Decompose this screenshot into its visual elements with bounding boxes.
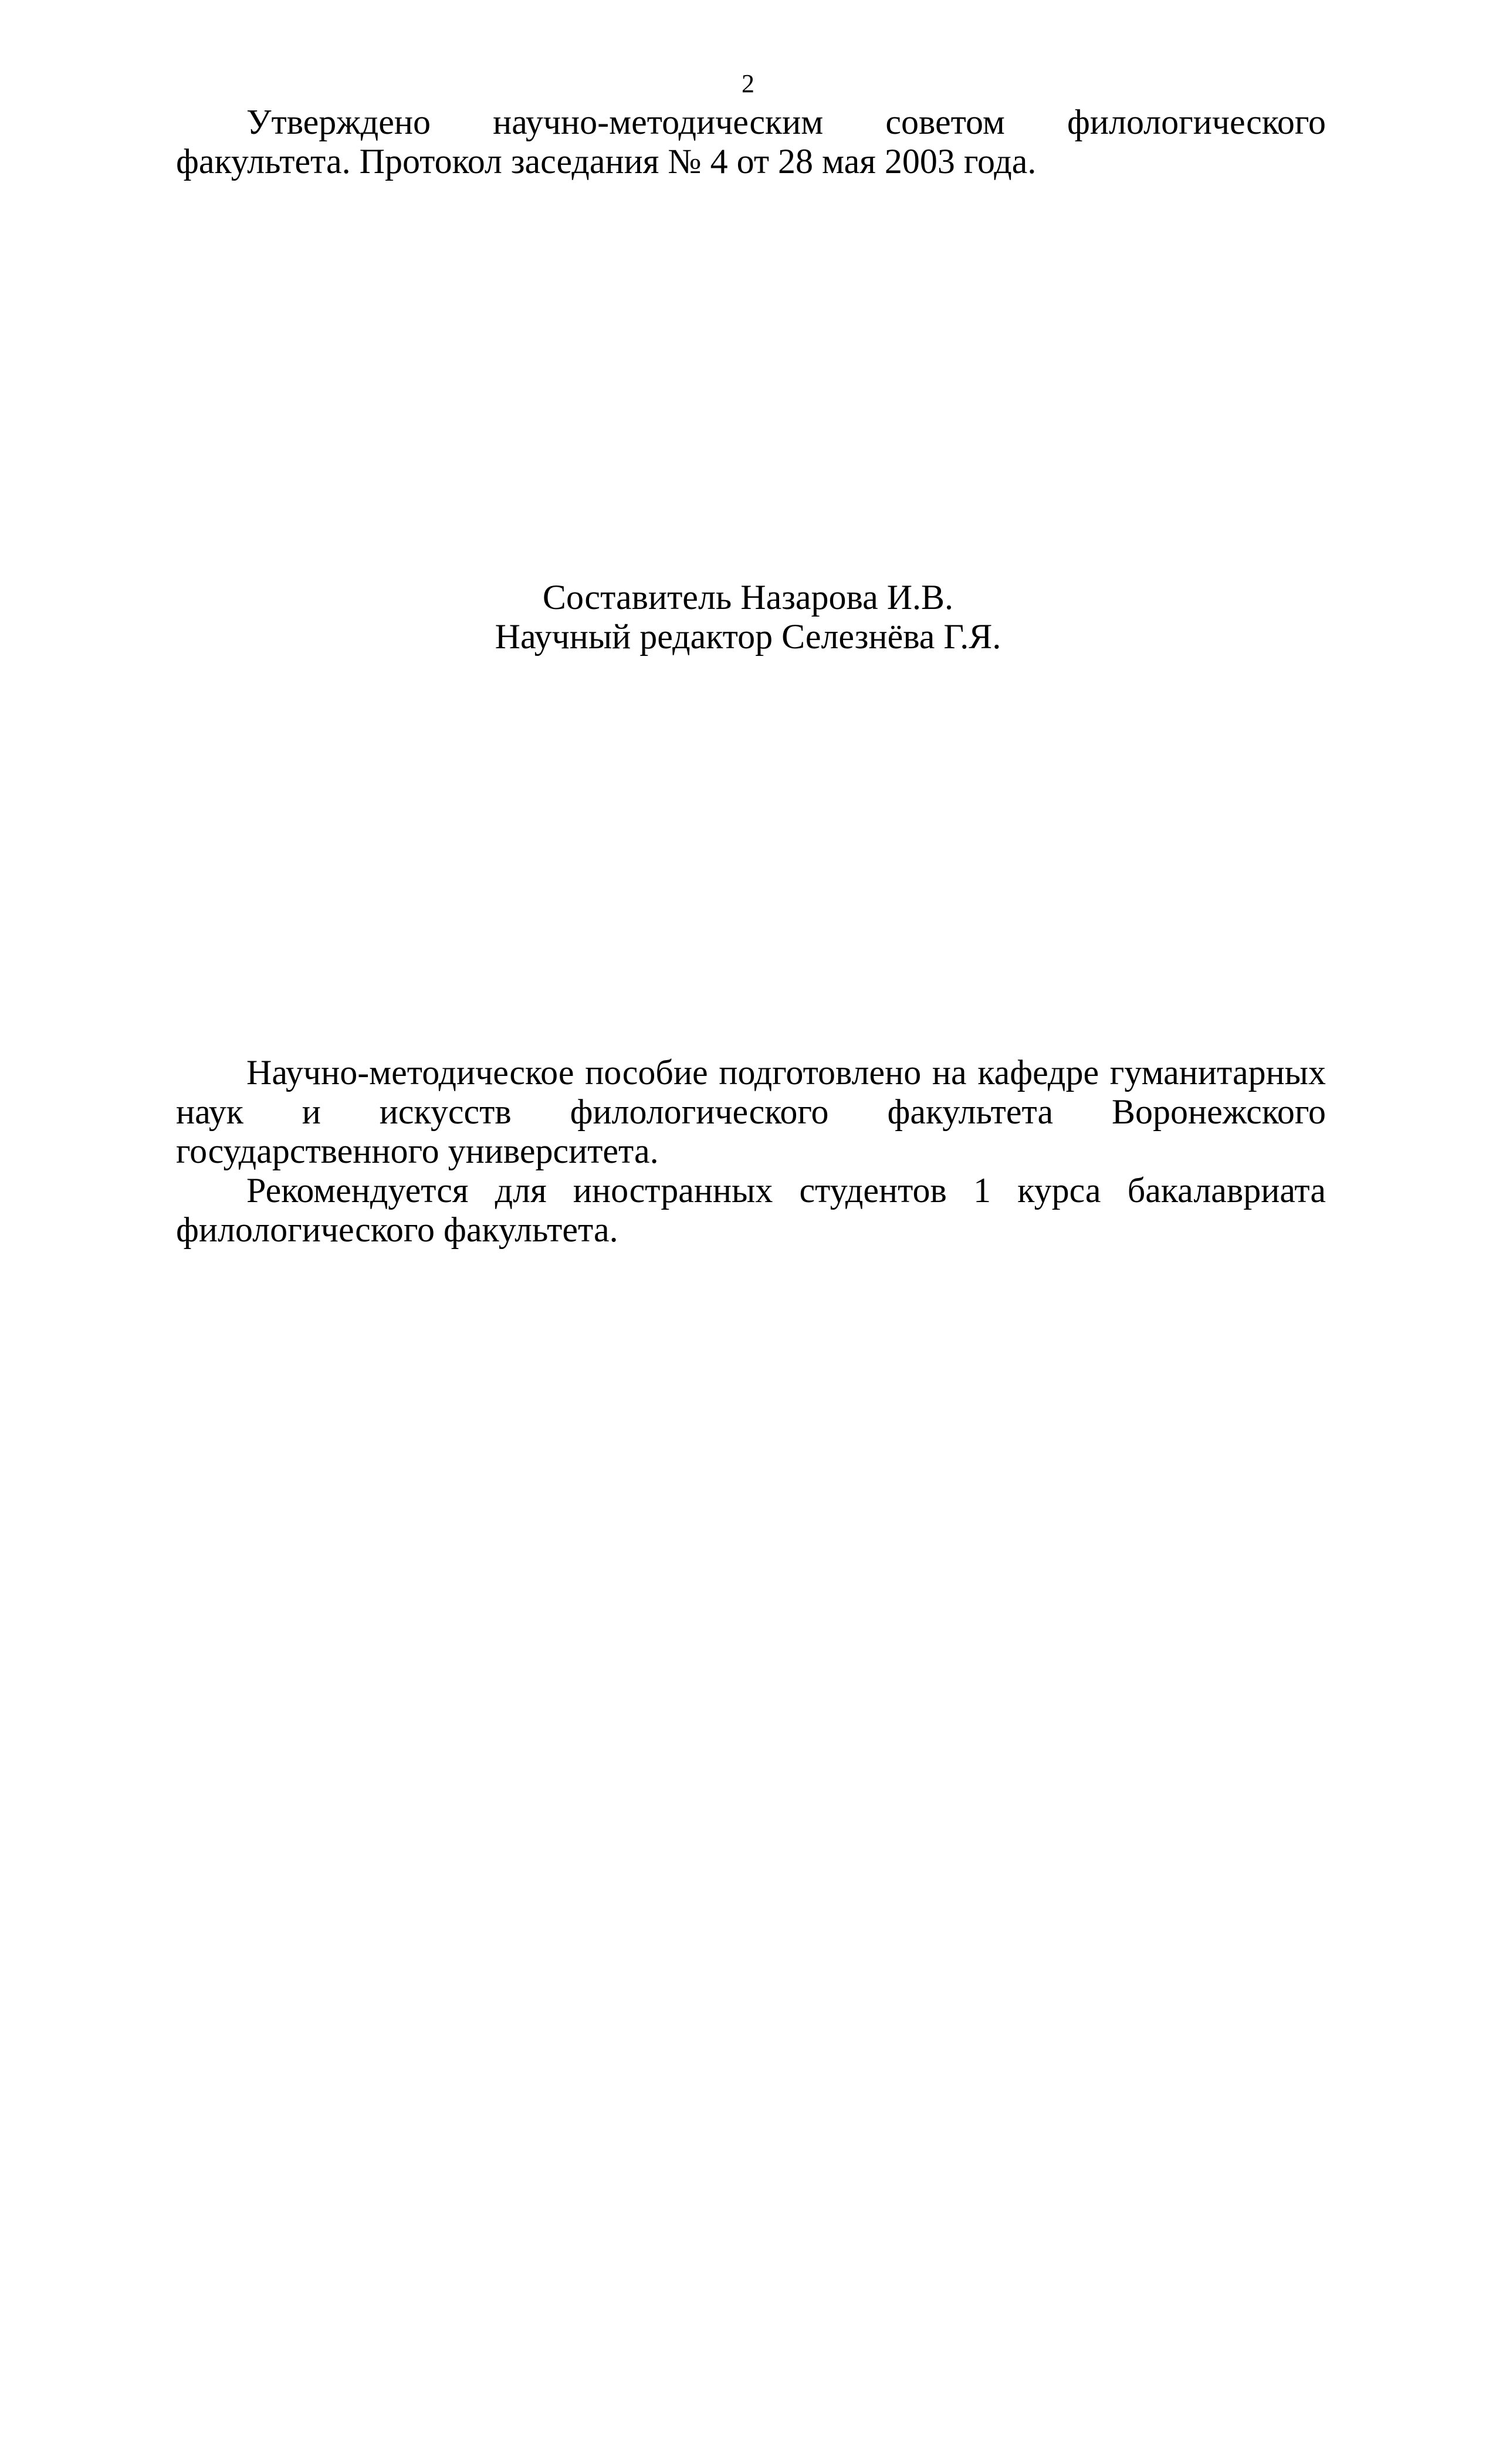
credits-block <box>0 578 1496 656</box>
compiler-line: Составитель Назарова И.В. <box>542 578 954 617</box>
recommendation-paragraph: Рекомендуется для иностранных студентов 1 курса бакалавриата филологического факультета. <box>176 1171 1326 1249</box>
page-number: 2 <box>742 69 754 98</box>
prepared-by-paragraph: Научно-методическое пособие подготовлено на кафедре гуманитарных наук и искусств филологического факультета Воронежского государственного университета. <box>176 1053 1326 1170</box>
scientific-editor-line: Научный редактор Селезнёва Г.Я. <box>495 617 1001 656</box>
approval-note: Утверждено научно-методическим советом филологического факультета. Протокол заседания № 4 от 28 мая 2003 года. <box>176 103 1326 181</box>
